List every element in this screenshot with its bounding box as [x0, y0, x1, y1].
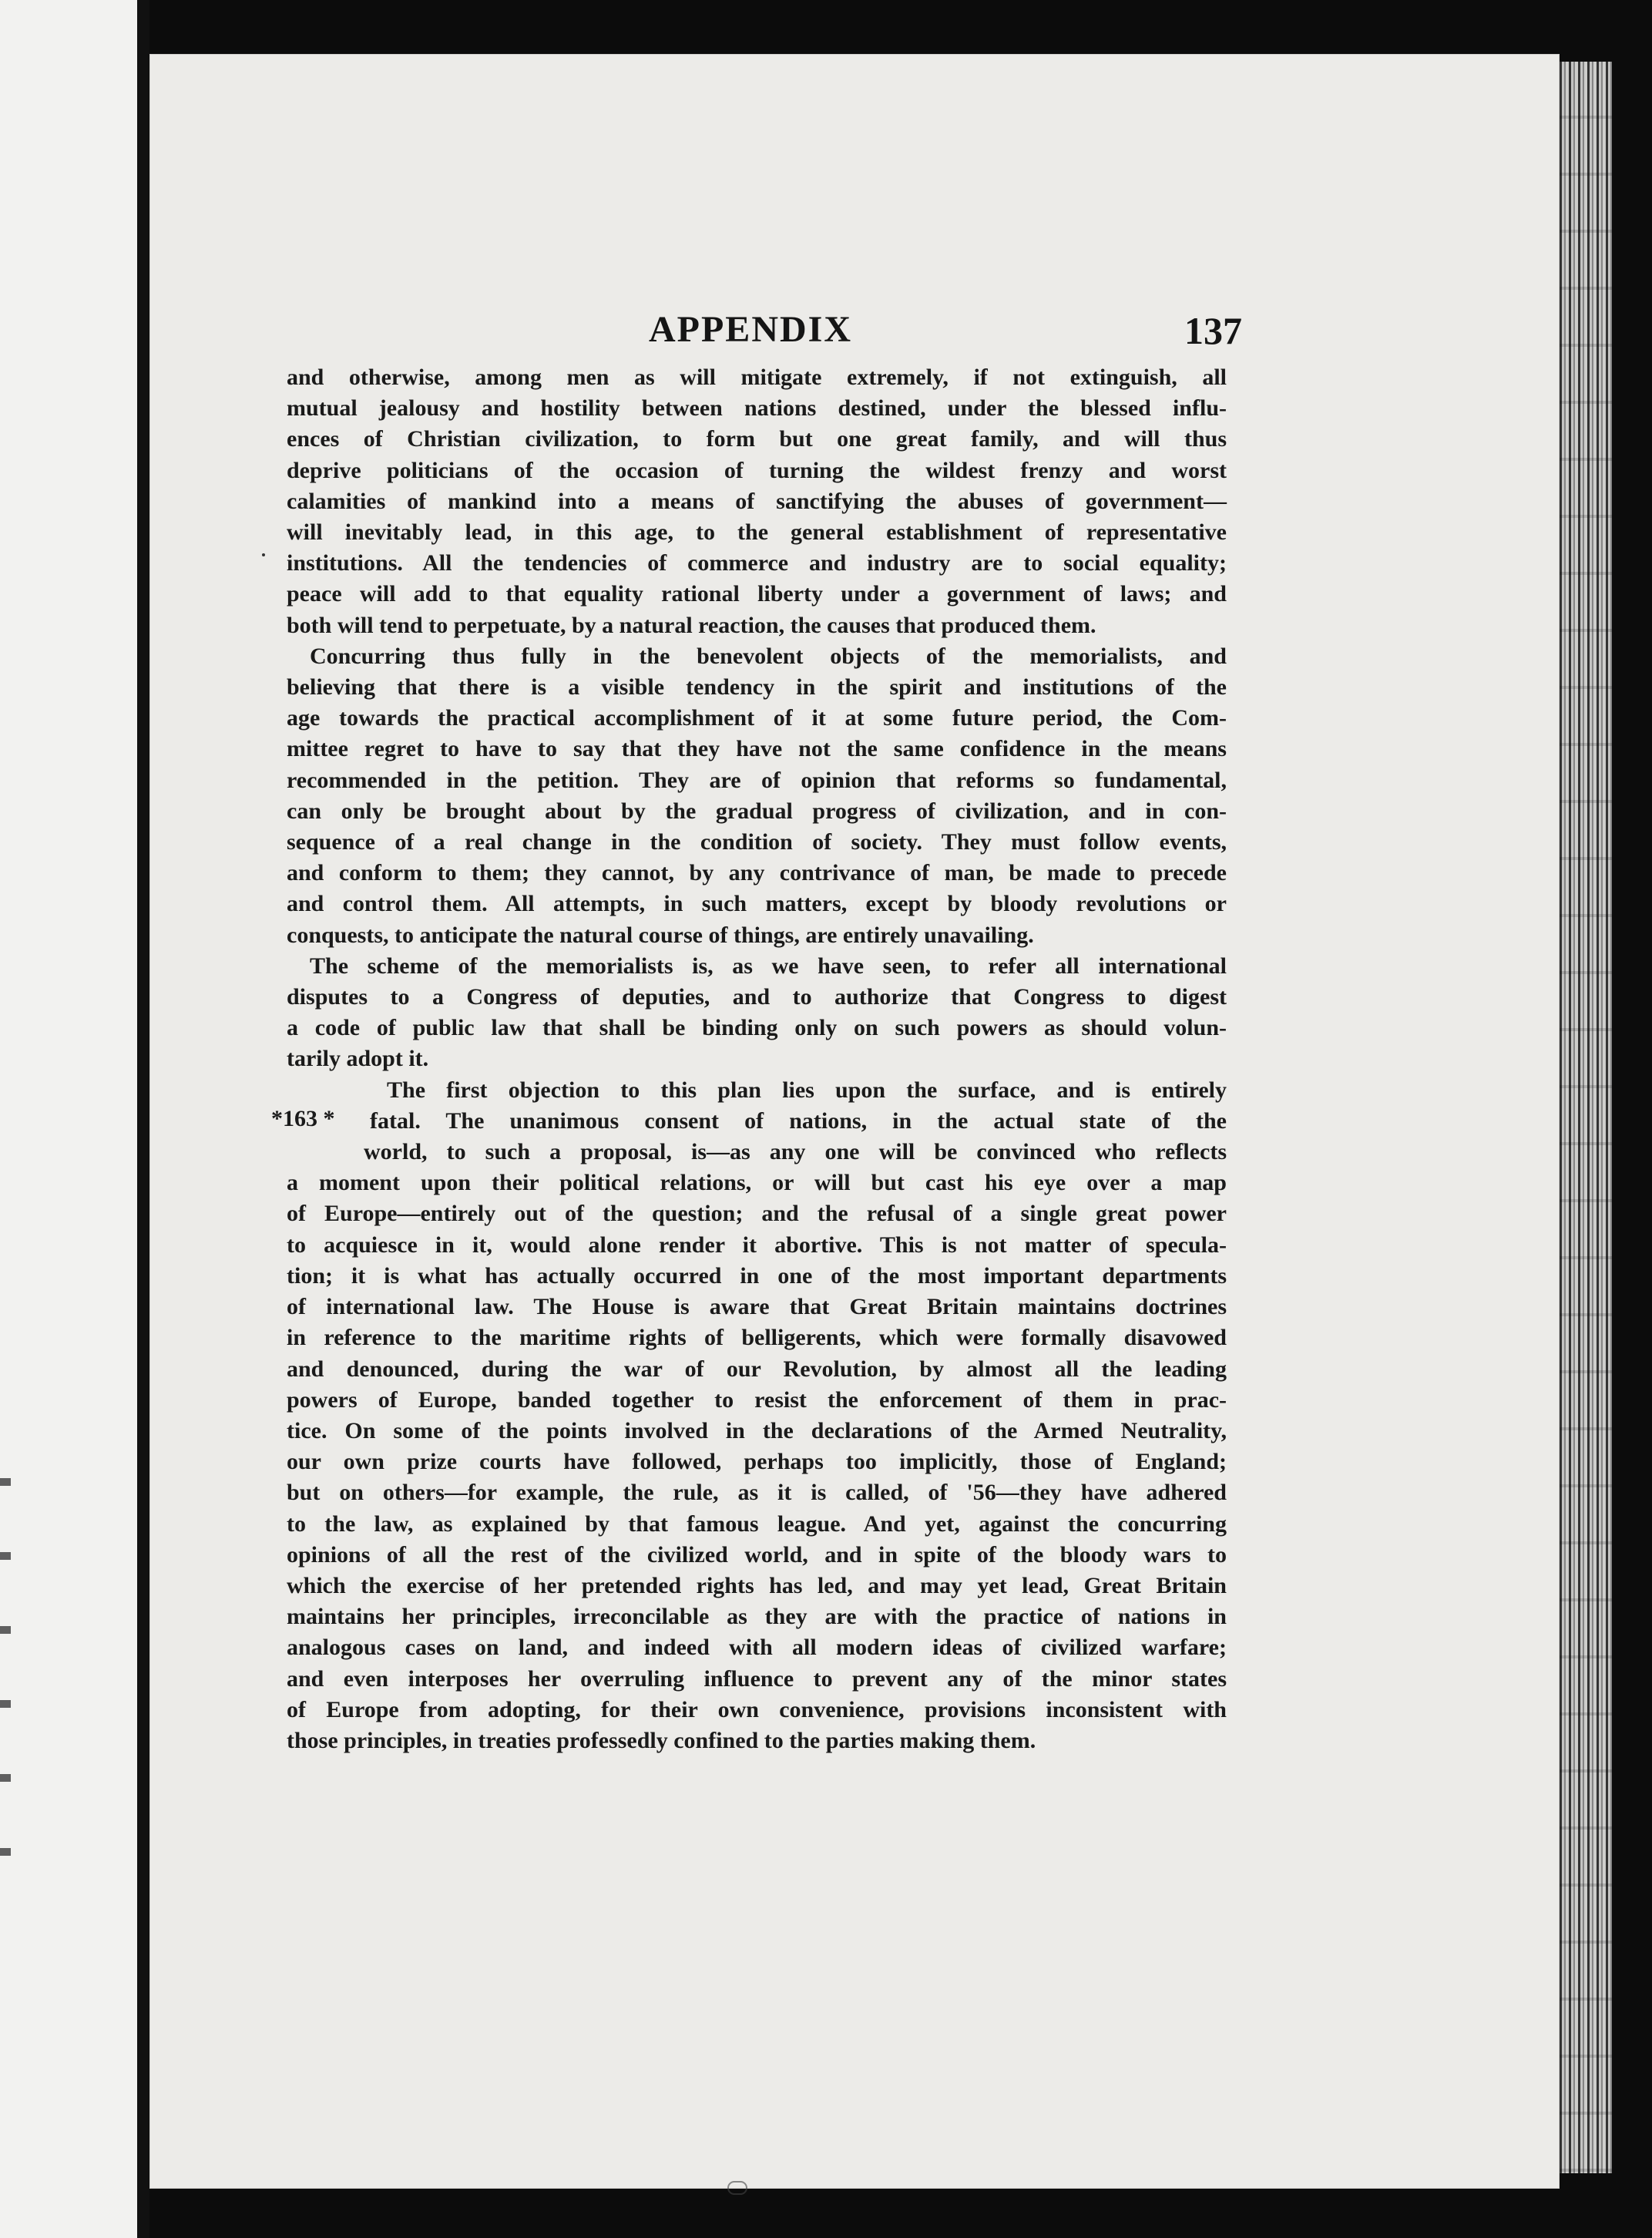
margin-speck: [262, 553, 265, 556]
text-line: our own prize courts have followed, perhaps too implicitly, those of England;: [287, 1449, 1227, 1475]
text-line: The first objection to this plan lies upon the surface, and is entirely: [387, 1077, 1227, 1103]
text-line: calamities of mankind into a means of sanctifying the abuses of government—: [287, 488, 1227, 514]
text-line: in reference to the maritime rights of belligerents, which were formally disavowed: [287, 1325, 1227, 1351]
text-line: but on others—for example, the rule, as it is called, of '56—they have adhered: [287, 1480, 1227, 1506]
text-line: a code of public law that shall be binding only on such powers as should volun-: [287, 1015, 1227, 1041]
text-line: sequence of a real change in the condition of society. They must follow events,: [287, 829, 1227, 855]
text-line: mutual jealousy and hostility between nations destined, under the blessed influ-: [287, 395, 1227, 422]
text-line: believing that there is a visible tendency in the spirit and institutions of the: [287, 674, 1227, 701]
text-line: to the law, as explained by that famous league. And yet, against the concurring: [287, 1510, 1227, 1537]
paragraph-p2: [287, 641, 1227, 951]
paragraph-p1: [287, 362, 1227, 641]
text-line: those principles, in treaties professedly confined to the parties making them.: [287, 1727, 1036, 1753]
star-page-marker: *163 *: [271, 1106, 335, 1131]
text-line: Concurring thus fully in the benevolent objects of the memorialists, and: [310, 643, 1227, 669]
text-line: age towards the practical accomplishment of it at some future period, the Com-: [287, 705, 1227, 731]
text-line: of Europe—entirely out of the question; and the refusal of a single great power: [287, 1201, 1227, 1227]
text-line: of Europe from adopting, for their own convenience, provisions inconsistent with: [287, 1696, 1227, 1722]
paragraph-p3: [287, 951, 1227, 1075]
text-line: peace will add to that equality rational liberty under a government of laws; and: [287, 581, 1227, 607]
text-line: which the exercise of her pretended rights has led, and may yet lead, Great Britain: [287, 1572, 1227, 1598]
text-line: opinions of all the rest of the civilized world, and in spite of the bloody wars to: [287, 1541, 1227, 1568]
text-line: mittee regret to have to say that they have not the same confidence in the means: [287, 736, 1227, 762]
text-line: conquests, to anticipate the natural course of things, are entirely unavailing.: [287, 922, 1034, 948]
text-line: both will tend to perpetuate, by a natural reaction, the causes that produced them.: [287, 612, 1096, 638]
scan-speck: [727, 2181, 747, 2195]
text-line: can only be brought about by the gradual progress of civilization, and in con-: [287, 798, 1227, 824]
body-text: [287, 362, 1227, 1756]
previous-page-edge: [0, 0, 137, 2238]
text-line: to acquiesce in it, would alone render it abortive. This is not matter of specula-: [287, 1232, 1227, 1258]
text-line: analogous cases on land, and indeed with all modern ideas of civilized warfare;: [287, 1635, 1227, 1661]
paragraph-p4: [287, 1075, 1227, 1756]
text-line: institutions. All the tendencies of commerce and industry are to social equality;: [287, 550, 1227, 576]
text-line: tice. On some of the points involved in the declarations of the Armed Neutrality,: [287, 1417, 1227, 1443]
text-line: fatal. The unanimous consent of nations, in the actual state of the: [370, 1107, 1227, 1134]
text-line: tion; it is what has actually occurred in one of the most important departments: [287, 1262, 1227, 1289]
text-line: ences of Christian civilization, to form but one great family, and will thus: [287, 426, 1227, 452]
text-line: of international law. The House is aware that Great Britain maintains doctrines: [287, 1294, 1227, 1320]
text-line: maintains her principles, irreconcilable as they are with the practice of nations in: [287, 1604, 1227, 1630]
text-line: a moment upon their political relations, or will but cast his eye over a map: [287, 1170, 1227, 1196]
text-line: deprive politicians of the occasion of turning the wildest frenzy and worst: [287, 457, 1227, 483]
text-line: tarily adopt it.: [287, 1046, 429, 1072]
text-line: powers of Europe, banded together to resist the enforcement of them in prac-: [287, 1386, 1227, 1413]
running-header: [287, 308, 1242, 362]
text-line: disputes to a Congress of deputies, and to authorize that Congress to digest: [287, 984, 1227, 1010]
previous-page-text-fragments: [0, 1449, 11, 1911]
text-line: and control them. All attempts, in such matters, except by bloody revolutions or: [287, 891, 1227, 917]
text-line: The scheme of the memorialists is, as we have seen, to refer all international: [310, 953, 1227, 979]
text-line: and otherwise, among men as will mitigate extremely, if not extinguish, all: [287, 365, 1227, 390]
page-stack-edge: [1560, 62, 1612, 2173]
page-number: 137: [1184, 309, 1242, 352]
text-line: will inevitably lead, in this age, to the general establishment of representative: [287, 519, 1227, 546]
text-line: recommended in the petition. They are of opinion that reforms so fundamental,: [287, 767, 1227, 793]
book-gutter: [137, 0, 149, 2238]
running-header-title: APPENDIX: [649, 309, 852, 350]
text-line: and conform to them; they cannot, by any contrivance of man, be made to precede: [287, 860, 1227, 886]
text-line: and denounced, during the war of our Revolution, by almost all the leading: [287, 1356, 1227, 1382]
text-line: and even interposes her overruling influence to prevent any of the minor states: [287, 1665, 1227, 1692]
text-line: world, to such a proposal, is—as any one will be convinced who reflects: [364, 1139, 1227, 1165]
